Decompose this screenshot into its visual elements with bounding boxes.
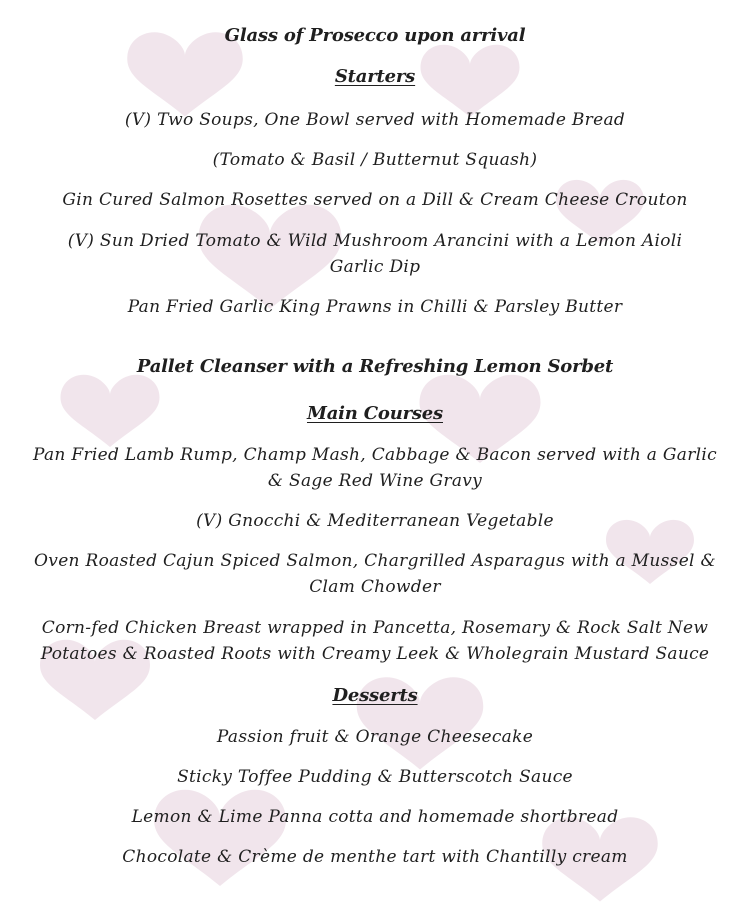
starter-item: (V) Sun Dried Tomato & Wild Mushroom Arancini with a Lemon Aioli bbox=[67, 231, 683, 251]
starter-item: Gin Cured Salmon Rosettes served on a Dill & Cream Cheese Crouton bbox=[62, 190, 688, 210]
starters-heading: Starters bbox=[334, 66, 416, 87]
main-item: Pan Fried Lamb Rump, Champ Mash, Cabbage & Bacon served with a Garlic bbox=[33, 445, 717, 465]
main-item: Clam Chowder bbox=[309, 577, 441, 597]
dessert-item: Lemon & Lime Panna cotta and homemade shortbread bbox=[131, 807, 619, 827]
dessert-item: Sticky Toffee Pudding & Butterscotch Sauce bbox=[177, 767, 573, 787]
starter-item: Garlic Dip bbox=[329, 257, 421, 277]
palate-cleanser-heading: Pallet Cleanser with a Refreshing Lemon Sorbet bbox=[136, 356, 614, 377]
starter-item: Pan Fried Garlic King Prawns in Chilli & Parsley Butter bbox=[127, 297, 623, 317]
dessert-item: Passion fruit & Orange Cheesecake bbox=[216, 727, 534, 747]
main-item: & Sage Red Wine Gravy bbox=[267, 471, 483, 491]
desserts-heading: Desserts bbox=[332, 685, 418, 706]
starter-item: (V) Two Soups, One Bowl served with Homemade Bread bbox=[124, 110, 626, 130]
starter-item: (Tomato & Basil / Butternut Squash) bbox=[212, 150, 538, 170]
main-item: Corn-fed Chicken Breast wrapped in Pancetta, Rosemary & Rock Salt New bbox=[41, 618, 709, 638]
dessert-item: Chocolate & Crème de menthe tart with Chantilly cream bbox=[122, 847, 628, 867]
main-item: Potatoes & Roasted Roots with Creamy Leek & Wholegrain Mustard Sauce bbox=[40, 644, 710, 664]
arrival-heading: Glass of Prosecco upon arrival bbox=[224, 25, 526, 46]
main-item: (V) Gnocchi & Mediterranean Vegetable bbox=[196, 511, 554, 531]
main-courses-heading: Main Courses bbox=[306, 403, 443, 424]
main-item: Oven Roasted Cajun Spiced Salmon, Chargrilled Asparagus with a Mussel & bbox=[34, 551, 716, 571]
